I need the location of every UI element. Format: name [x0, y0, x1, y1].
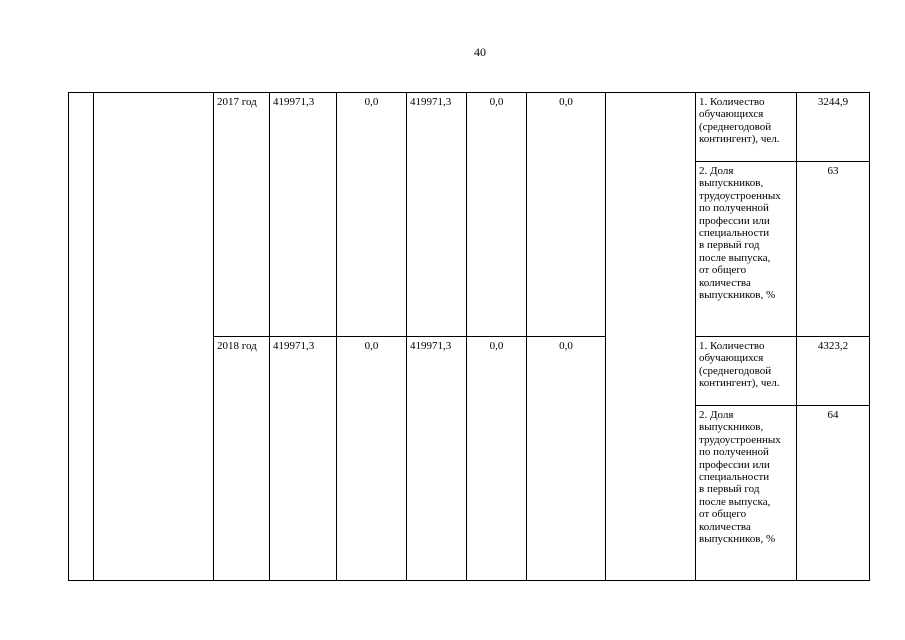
indicator-line: выпускников, — [699, 177, 764, 190]
total-cell: 419971,3 — [270, 93, 337, 337]
indicator-line: в первый год — [699, 239, 760, 252]
indicator-line: (среднегодовой — [699, 364, 772, 377]
other-sources-cell: 0,0 — [527, 93, 606, 337]
indicator-name-cell — [696, 337, 797, 406]
indicator-line: 1. Количество — [699, 96, 765, 108]
indicator-line: выпускников, % — [699, 289, 776, 302]
table-row — [69, 93, 870, 162]
indicator-line: от общего — [699, 264, 747, 277]
event-name-cell — [94, 93, 214, 581]
total-cell: 419971,3 — [270, 337, 337, 581]
indicator-line: выпускников, — [699, 421, 764, 434]
indicator-line: 2. Доля — [699, 165, 734, 177]
indicator-line: профессии или — [699, 458, 770, 471]
indicator-line: обучающихся — [699, 108, 764, 121]
indicator-line: в первый год — [699, 483, 760, 496]
indicator-line: обучающихся — [699, 352, 764, 365]
number-cell — [69, 93, 94, 581]
indicator-line: контингент), чел. — [699, 377, 780, 390]
indicator-line: после выпуска, — [699, 495, 771, 508]
indicator-line: профессии или — [699, 214, 770, 227]
indicator-name-cell — [696, 406, 797, 581]
indicator-line: по полученной — [699, 446, 769, 459]
indicator-line: специальности — [699, 227, 770, 240]
indicator-line: контингент), чел. — [699, 133, 780, 146]
page-number: 40 — [474, 45, 486, 59]
year-cell: 2018 год — [214, 337, 270, 581]
federal-budget-cell: 0,0 — [337, 337, 407, 581]
indicator-line: трудоустроенных — [699, 433, 781, 446]
indicator-line: от общего — [699, 508, 747, 521]
indicator-line: 1. Количество — [699, 340, 765, 352]
indicator-line: после выпуска, — [699, 251, 771, 264]
indicator-line: количества — [699, 520, 751, 533]
indicator-name-cell — [696, 162, 797, 337]
indicator-line: трудоустроенных — [699, 189, 781, 202]
federal-budget-cell: 0,0 — [337, 93, 407, 337]
indicator-value-cell: 3244,9 — [797, 93, 870, 162]
local-budget-cell: 0,0 — [467, 93, 527, 337]
indicator-line: 2. Доля — [699, 409, 734, 421]
regional-budget-cell: 419971,3 — [407, 337, 467, 581]
indicator-value-cell: 63 — [797, 162, 870, 337]
indicator-value-cell: 64 — [797, 406, 870, 581]
indicator-line: количества — [699, 276, 751, 289]
local-budget-cell: 0,0 — [467, 337, 527, 581]
indicator-value-cell: 4323,2 — [797, 337, 870, 406]
year-cell: 2017 год — [214, 93, 270, 337]
regional-budget-cell: 419971,3 — [407, 93, 467, 337]
indicator-line: (среднегодовой — [699, 120, 772, 133]
budget-table — [68, 92, 870, 581]
indicator-name-cell — [696, 93, 797, 162]
executor-cell — [606, 93, 696, 581]
indicator-line: по полученной — [699, 202, 769, 215]
indicator-line: специальности — [699, 471, 770, 484]
indicator-line: выпускников, % — [699, 533, 776, 546]
other-sources-cell: 0,0 — [527, 337, 606, 581]
